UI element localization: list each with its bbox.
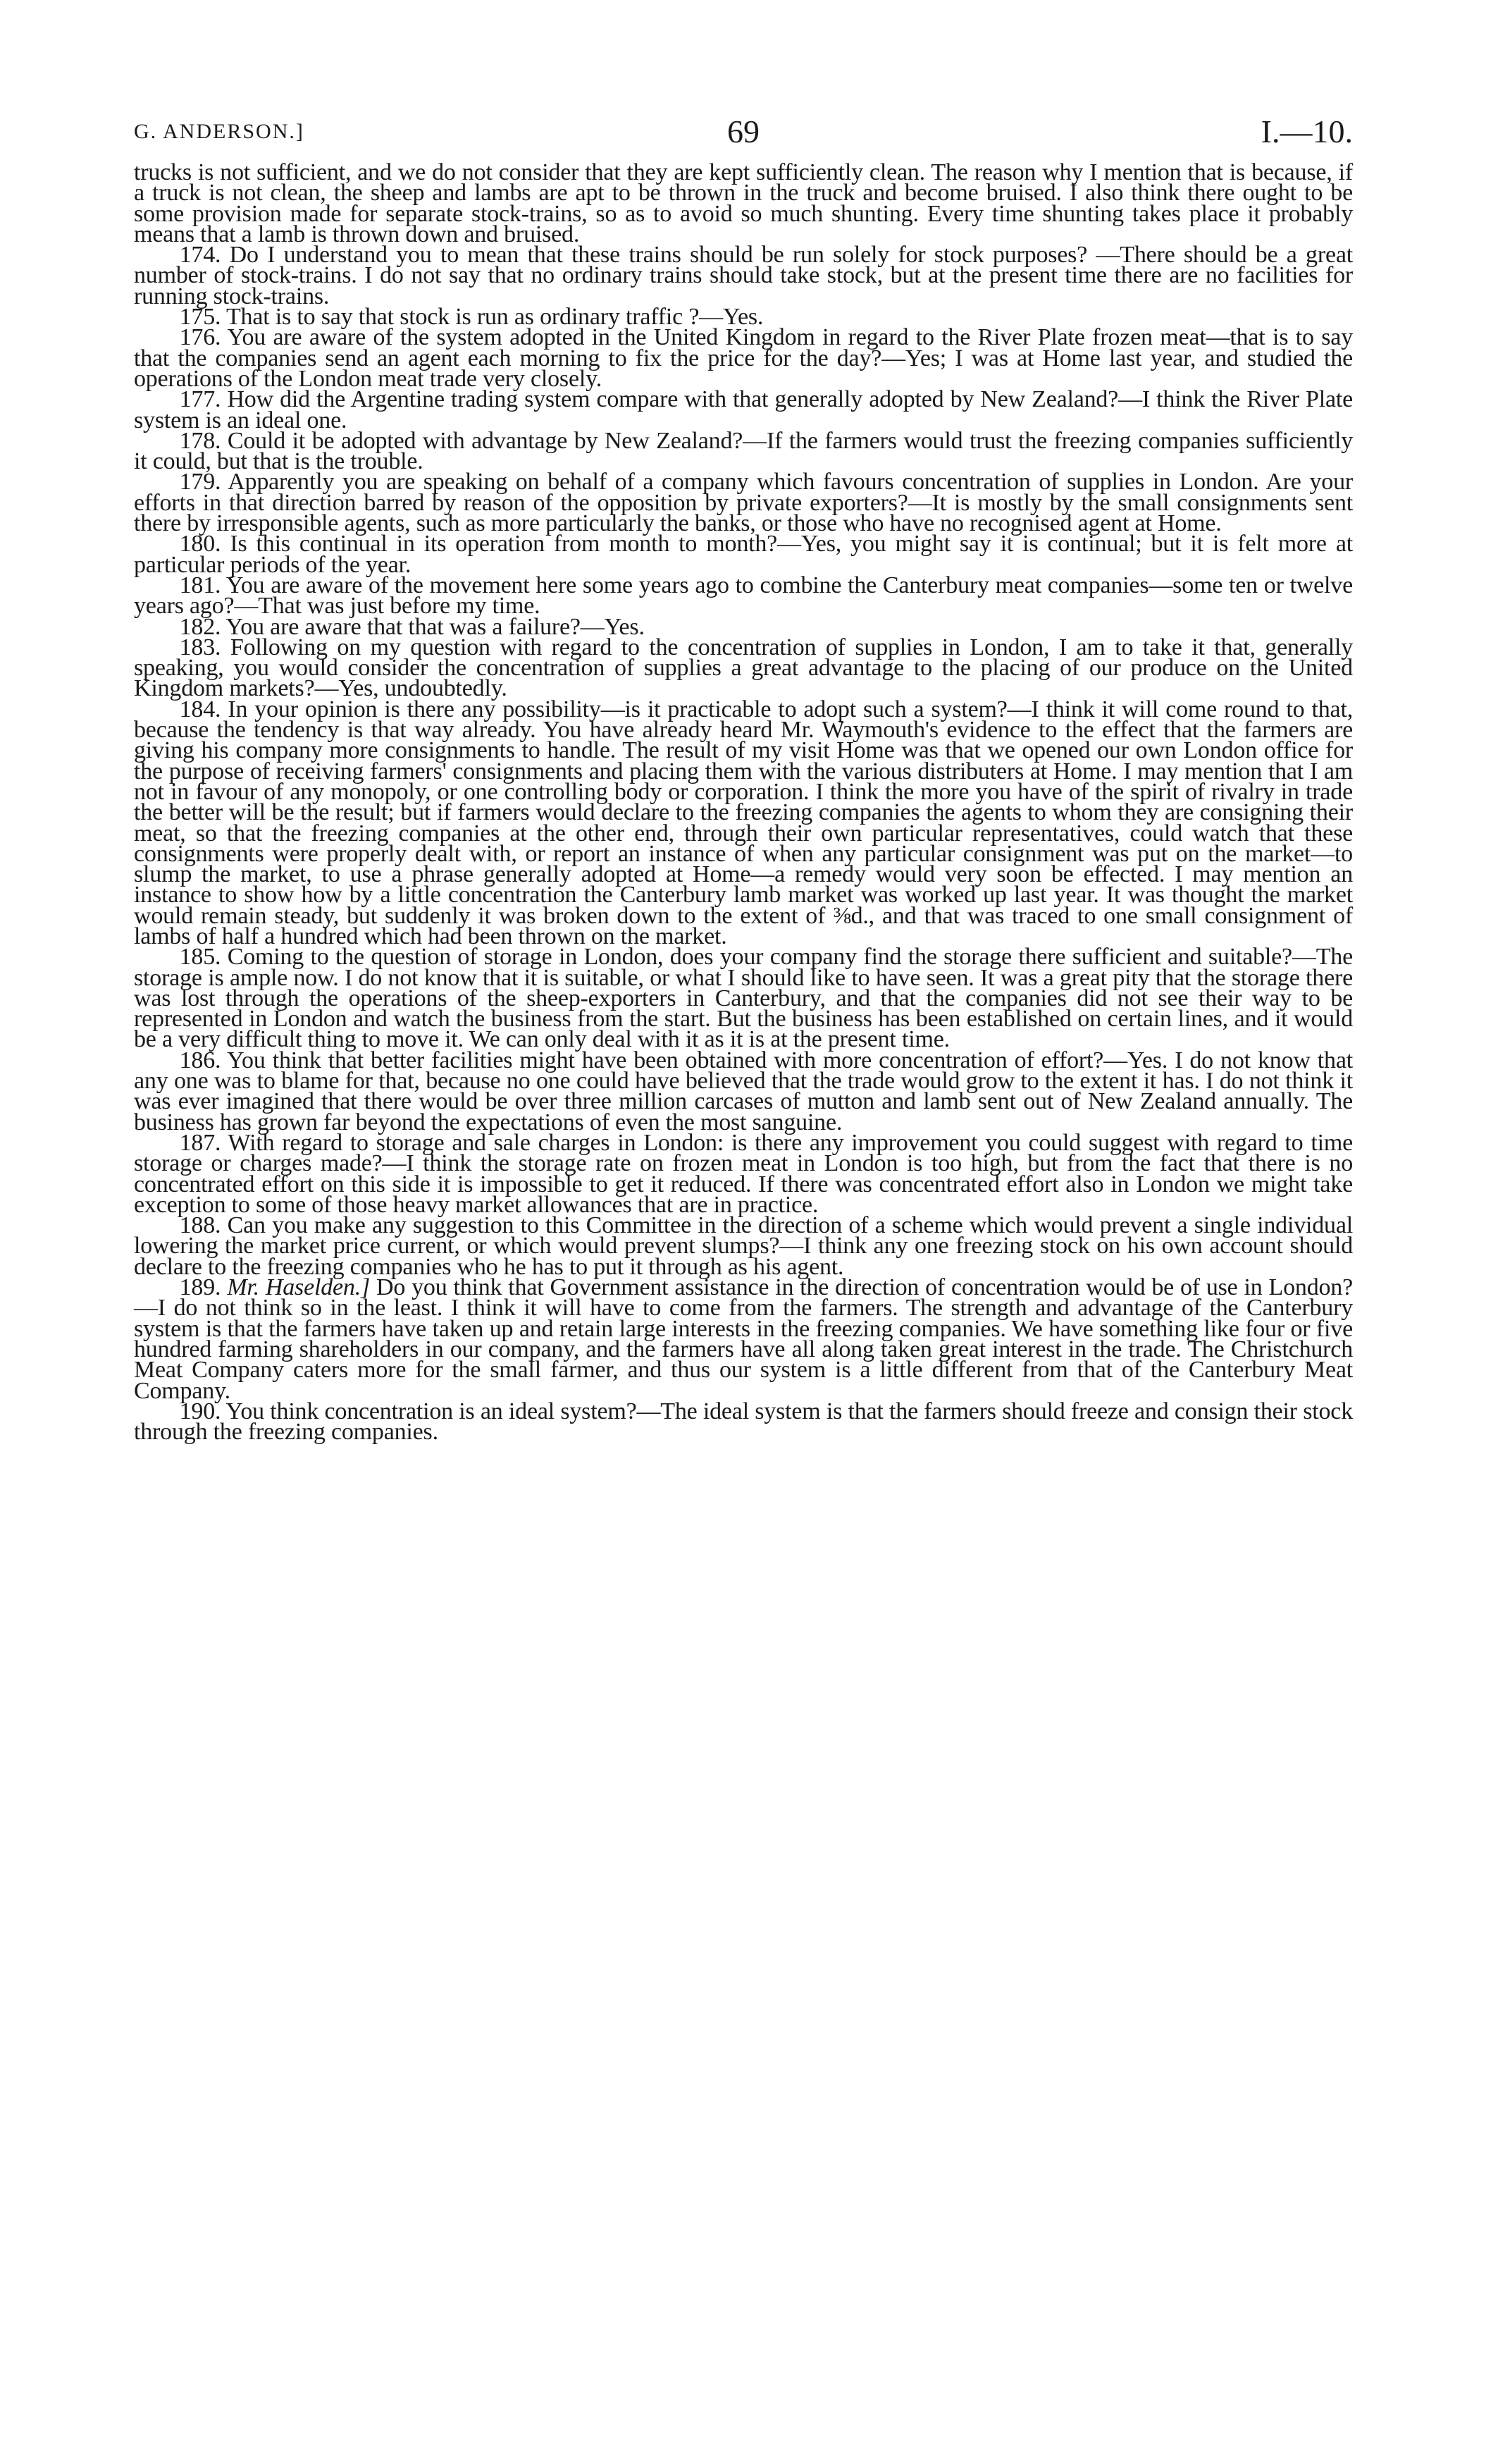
paragraph-176: 176. You are aware of the system adopted in the United Kingdom in regard to the River Plate frozen meat—that is to say that the companies send an agent each morning to fix the price for the day?—Yes; I was at Home last year, and studied the operations of the London meat trade very closely. [134,324,1353,392]
paragraph-187: 187. With regard to storage and sale charges in London: is there any improvement you could suggest with regard to time storage or charges made?—I think the storage rate on frozen meat in London is too high, but from the fact that there is no concentrated effort on this side it is impossible to get it reduced. If there was concentrated effort also in London we might take exception to some of those heavy market allowances that are in practice. [134,1129,1353,1218]
paragraph-175: 175. That is to say that stock is run as ordinary traffic ?—Yes. [179,304,764,331]
paragraph-186: 186. You think that better facilities might have been obtained with more concentration of effort?—Yes. I do not know that any one was to blame for that, because no one could have believed that the trade would grow to the extent it has. I do not think it was ever imagined that there would be over three million carcases of mutton and lamb sent out of New Zealand annually. The business has grown far beyond the expectations of even the most sanguine. [134,1047,1353,1135]
paragraph-181: 181. You are aware of the movement here some years ago to combine the Canterbury meat companies—some ten or twelve years ago?—That was just before my time. [134,572,1353,620]
page-header [134,113,1353,162]
document-page [134,113,1353,1446]
paragraph-190: 190. You think concentration is an ideal system?—The ideal system is that the farmers should freeze and consign their stock through the freezing companies. [134,1398,1353,1446]
paragraph-179: 179. Apparently you are speaking on behalf of a company which favours concentration of supplies in London. Are your efforts in that direction barred by reason of the opposition by private exporters?—It is mostly by the small consignments sent there by irresponsible agents, such as more particularly the banks, or those who have no recognised agent at Home. [134,469,1353,537]
paragraph-180: 180. Is this continual in its operation from month to month?—Yes, you might say it is continual; but it is felt more at particular periods of the year. [134,531,1353,578]
paragraph-177: 177. How did the Argentine trading system compare with that generally adopted by New Zealand?—I think the River Plate system is an ideal one. [134,386,1353,433]
evidence-text [134,159,1353,1446]
paragraph-185: 185. Coming to the question of storage in London, does your company find the storage there sufficient and suitable?—The storage is ample now. I do not know that it is suitable, or what I should like to have seen. It was a great pity that the storage there was lost through the operations of the sheep-exporters in Canterbury, and that the companies did not see their way to be represented in London and watch the business from the start. But the business has been established on certain lines, and it would be a very difficult thing to move it. We can only deal with it as it is at the present time. [134,944,1353,1053]
paragraph-183: 183. Following on my question with regard to the concentration of supplies in London, I am to take it that, generally speaking, you would consider the concentration of supplies a great advantage to the placing of our produce on the United Kingdom markets?—Yes, undoubtedly. [134,634,1353,702]
paragraph-178: 178. Could it be adopted with advantage by New Zealand?—If the farmers would trust the freezing companies sufficiently it could, but that is the trouble. [134,427,1353,475]
page-number: 69 [727,113,760,149]
paragraph-182: 182. You are aware that that was a failure?—Yes. [179,613,645,640]
paragraph-189 [134,1274,1353,1404]
witness-name: G. ANDERSON.] [134,120,304,143]
paragraph-text: Do you think that Government assistance in the direction of concentration would be of use in London?—I do not think so in the least. I think it will have to come from the farmers. The strength and advantage of the Canterbury system is that the farmers have taken up and retain large interests in the freezing companies. We have something like four or five hundred farming shareholders in our company, and the farmers have all along taken great interest in the trade. The Christchurch Meat Company caters more for the small farmer, and thus our system is a little different from that of the Canterbury Meat Company. [134,1274,1353,1404]
paragraph-174: 174. Do I understand you to mean that these trains should be run solely for stock purposes? —There should be a great number of stock-trains. I do not say that no ordinary trains should take stock, but at the present time there are no facilities for running stock-trains. [134,242,1353,309]
paragraph-184: 184. In your opinion is there any possibility—is it practicable to adopt such a system?—I think it will come round to that, because the tendency is that way already. You have already heard Mr. Waymouth's evidence to the effect that the farmers are giving his company more consignments to handle. The result of my visit Home was that we opened our own London office for the purpose of receiving farmers' consignments and placing them with the various distributers at Home. I may mention that I am not in favour of any monopoly, or one controlling body or corporation. I think the more you have of the spirit of rivalry in trade the better will be the result; but if farmers would declare to the freezing companies the agents to whom they are consigning their meat, so that the freezing companies at the other end, through their own particular representatives, could watch that these consignments were properly dealt with, or report an instance of when any particular consignment was put on the market—to slump the market, to use a phrase generally adopted at Home—a remedy would very soon be effected. I may mention an instance to show how by a little concentration the Canterbury lamb market was worked up last year. It was thought the market would remain steady, but suddenly it was broken down to the extent of ⅜d., and that was traced to one small consignment of lambs of half a hundred which had been thrown on the market. [134,696,1353,949]
paragraph: trucks is not sufficient, and we do not consider that they are kept sufficiently clean. The reason why I mention that is because, if a truck is not clean, the sheep and lambs are apt to be thrown in the truck and become bruised. I also think there ought to be some provision made for separate stock-trains, so as to avoid so much shunting. Every time shunting takes place it probably means that a lamb is thrown down and bruised. [134,159,1353,247]
speaker-name: Mr. Haselden.] [227,1274,371,1301]
paragraph-188: 188. Can you make any suggestion to this Committee in the direction of a scheme which would prevent a single individual lowering the market price current, or which would prevent slumps?—I think any one freezing stock on his own account should declare to the freezing companies who he has to put it through as his agent. [134,1212,1353,1280]
question-number: 189. [179,1274,221,1301]
document-reference: I.—10. [1261,113,1353,149]
